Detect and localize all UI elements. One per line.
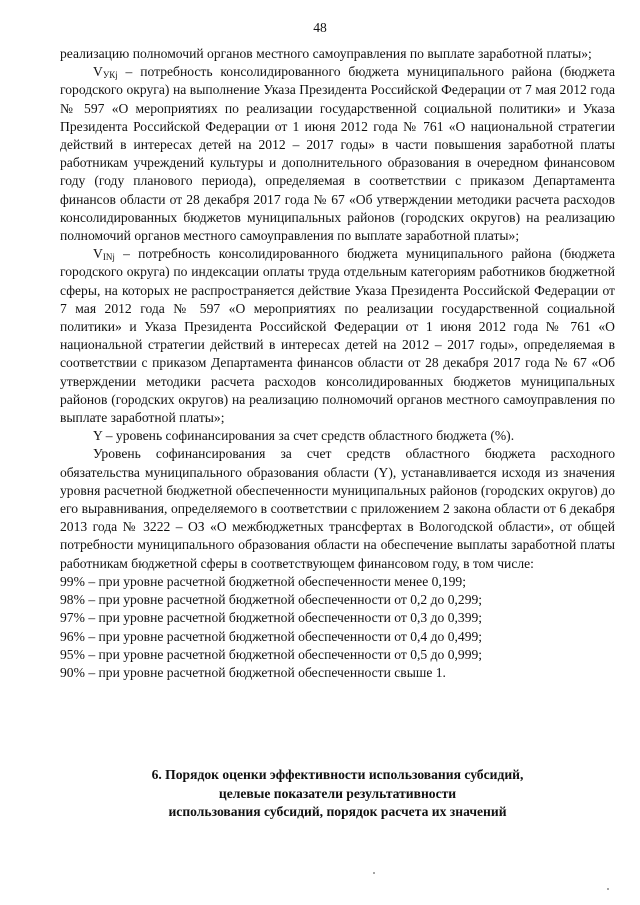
scan-speck xyxy=(607,888,609,890)
variable-subscript: УКj xyxy=(102,70,118,81)
page-number: 48 xyxy=(313,20,327,35)
section-heading-line: использования субсидий, порядок расчета их значений xyxy=(168,804,507,819)
paragraph-v-ukj xyxy=(60,63,615,245)
section-heading-line: целевые показатели результативности xyxy=(218,785,457,801)
variable-symbol: V xyxy=(93,64,103,80)
variable-subscript: INj xyxy=(102,252,115,263)
list-item: 95% – при уровне расчетной бюджетной обеспеченности от 0,5 до 0,999; xyxy=(60,646,483,662)
section-heading xyxy=(60,766,615,822)
paragraph-y-definition: Y – уровень софинансирования за счет средств областного бюджета (%). xyxy=(93,428,515,444)
list-item: 99% – при уровне расчетной бюджетной обеспеченности менее 0,199; xyxy=(60,573,466,589)
paragraph-continuation: реализацию полномочий органов местного самоуправления по выплате заработной платы»; xyxy=(60,46,592,61)
list-item: 96% – при уровне расчетной бюджетной обеспеченности от 0,4 до 0,499; xyxy=(60,628,483,644)
paragraph-cofinancing-level: Уровень софинансирования за счет средств областного бюджета расходного обязательства муниципального образования области (Y), устанавливается исходя из значения уровня расчетной бюджетной обеспеченности муниципальных районов (городских округов) до его выравнивания, определяемого в соответствии с приложением 2 закона области от 6 декабря 2013 года № 3222 – ОЗ «О межбюджетных трансфертах в Вологодской области», от общей потребности муниципального образования области на обеспечение выплаты заработной платы работникам бюджетной сферы в соответствующем финансовом году, в том числе: xyxy=(60,446,615,571)
list-item: 98% – при уровне расчетной бюджетной обеспеченности от 0,2 до 0,299; xyxy=(60,592,483,608)
paragraph-text: – потребность консолидированного бюджета муниципального района (бюджета городского округа) по индексации оплаты труда отдельным категориям работников бюджетной сферы, на которых не распространяется действие Указа Президента Российской Федерации от 7 мая 2012 года № 597 «О мероприятиях по реализации государственной социальной политики» и Указа Президента Российской Федерации от 1 июня 2012 года № 761 «О национальной стратегии действий в интересах детей на 2012 – 2017 годы», определяемая в соответствии с приказом Департамента финансов области от 28 декабря 2017 года № 67 «Об утверждении методики расчета расходов консолидированных бюджетов муниципальных районов (городских округов) на реализацию полномочий органов местного самоуправления по выплате заработной платы»; xyxy=(60,246,615,426)
section-heading-line: 6. Порядок оценки эффективности использования субсидий, xyxy=(151,767,524,782)
document-body xyxy=(60,45,615,682)
list-item: 97% – при уровне расчетной бюджетной обеспеченности от 0,3 до 0,399; xyxy=(60,610,483,626)
variable-symbol: V xyxy=(93,246,103,262)
paragraph-v-inj xyxy=(60,245,615,427)
scan-speck xyxy=(373,872,375,874)
list-item: 90% – при уровне расчетной бюджетной обеспеченности свыше 1. xyxy=(60,664,446,680)
paragraph-text: – потребность консолидированного бюджета муниципального района (бюджета городского округа) на выполнение Указа Президента Российской Федерации от 7 мая 2012 года № 597 «О мероприятиях по реализации государственной социальной политики» и Указа Президента Российской Федерации от 1 июня 2012 года № 761 «О национальной стратегии действий в интересах детей на 2012 – 2017 годы» в части повышения заработной платы работникам учреждений культуры и дополнительного образования в очередном финансовом году (году планового периода), определяемая в соответствии с приказом Департамента финансов области от 28 декабря 2017 года № 67 «Об утверждении методики расчета расходов консолидированных бюджетов муниципальных районов (городских округов) на реализацию полномочий органов местного самоуправления по выплате заработной платы»; xyxy=(60,64,615,244)
